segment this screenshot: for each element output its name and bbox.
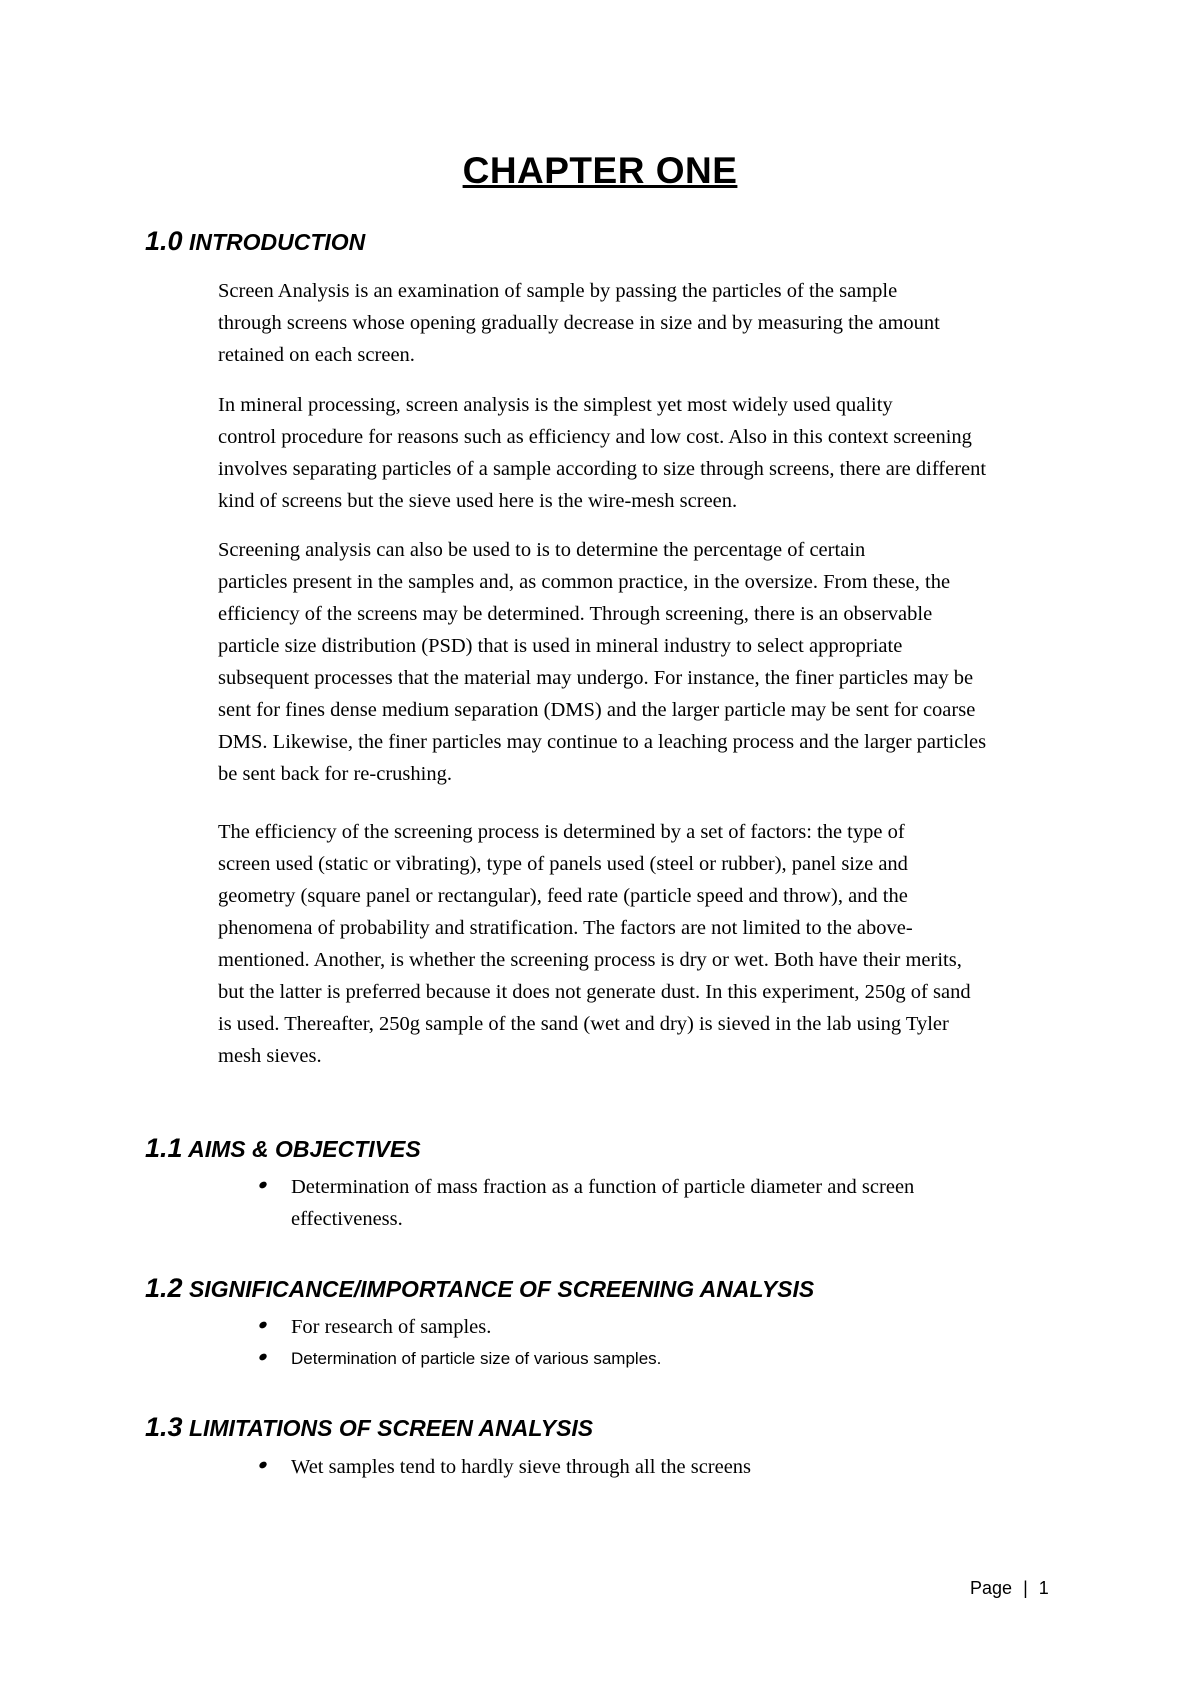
page-number: 1 xyxy=(1038,1578,1049,1598)
paragraph-line: involves separating particles of a sample according to size through screens, there are different xyxy=(218,458,987,480)
paragraph-line: particles present in the samples and, as common practice, in the oversize. From these, the xyxy=(218,571,951,593)
paragraph-line: kind of screens but the sieve used here is the wire-mesh screen. xyxy=(218,490,738,512)
significance-bullet-list xyxy=(255,1311,661,1375)
section-heading-aims-objectives xyxy=(145,1133,421,1164)
list-item-line: Determination of mass fraction as a function of particle diameter and screen xyxy=(291,1176,915,1198)
paragraph-line: screen used (static or vibrating), type of panels used (steel or rubber), panel size and xyxy=(218,853,908,875)
section-title: INTRODUCTION xyxy=(188,229,366,255)
paragraph-line: sent for fines dense medium separation (DMS) and the larger particle may be sent for coarse xyxy=(218,699,976,721)
section-title: AIMS & OBJECTIVES xyxy=(188,1136,421,1162)
paragraph-line: Screen Analysis is an examination of sample by passing the particles of the sample xyxy=(218,280,898,302)
limitations-bullet-list xyxy=(255,1451,751,1483)
paragraph-screen-analysis-definition xyxy=(145,275,1070,371)
paragraph-line: geometry (square panel or rectangular), feed rate (particle speed and throw), and the xyxy=(218,885,908,907)
list-item xyxy=(255,1343,661,1375)
section-heading-introduction xyxy=(145,226,365,257)
paragraph-line: particle size distribution (PSD) that is used in mineral industry to select appropriate xyxy=(218,635,903,657)
section-heading-limitations xyxy=(145,1412,593,1443)
paragraph-line: In mineral processing, screen analysis is the simplest yet most widely used quality xyxy=(218,394,893,416)
paragraph-screening-uses xyxy=(145,534,1070,790)
page-label: Page xyxy=(970,1578,1013,1598)
list-item-line: effectiveness. xyxy=(291,1208,403,1230)
list-item-line: For research of samples. xyxy=(291,1316,492,1338)
page-footer xyxy=(970,1578,1049,1599)
page-separator: | xyxy=(1023,1578,1028,1598)
aims-bullet-list xyxy=(255,1171,914,1235)
paragraph-screening-efficiency xyxy=(145,816,1070,1072)
list-item xyxy=(255,1171,914,1235)
paragraph-line: Screening analysis can also be used to is to determine the percentage of certain xyxy=(218,539,866,561)
bullet-icon xyxy=(258,1460,268,1470)
paragraph-line: phenomena of probability and stratification. The factors are not limited to the above- xyxy=(218,917,913,939)
paragraph-line: be sent back for re-crushing. xyxy=(218,763,452,785)
paragraph-line: but the latter is preferred because it does not generate dust. In this experiment, 250g of sand xyxy=(218,981,971,1003)
section-number: 1.1 xyxy=(145,1133,183,1163)
section-number: 1.0 xyxy=(145,226,183,256)
section-title: LIMITATIONS OF SCREEN ANALYSIS xyxy=(188,1415,594,1441)
section-heading-significance xyxy=(145,1273,814,1304)
paragraph-line: subsequent processes that the material may undergo. For instance, the finer particles may be xyxy=(218,667,974,689)
bullet-icon xyxy=(258,1180,268,1190)
paragraph-line: The efficiency of the screening process is determined by a set of factors: the type of xyxy=(218,821,905,843)
paragraph-line: mentioned. Another, is whether the screening process is dry or wet. Both have their merits, xyxy=(218,949,962,971)
paragraph-line: mesh sieves. xyxy=(218,1045,322,1067)
paragraph-line: is used. Thereafter, 250g sample of the sand (wet and dry) is sieved in the lab using Tyler xyxy=(218,1013,949,1035)
chapter-title: CHAPTER ONE xyxy=(462,150,738,191)
list-item xyxy=(255,1311,661,1343)
paragraph-line: retained on each screen. xyxy=(218,344,415,366)
list-item xyxy=(255,1451,751,1483)
paragraph-mineral-processing xyxy=(145,389,1070,517)
list-item-line: Determination of particle size of various samples. xyxy=(291,1349,662,1368)
section-number: 1.2 xyxy=(145,1273,183,1303)
paragraph-line: through screens whose opening gradually decrease in size and by measuring the amount xyxy=(218,312,940,334)
bullet-icon xyxy=(258,1320,268,1330)
paragraph-line: efficiency of the screens may be determined. Through screening, there is an observable xyxy=(218,603,933,625)
section-title: SIGNIFICANCE/IMPORTANCE OF SCREENING ANALYSIS xyxy=(188,1276,815,1302)
paragraph-line: control procedure for reasons such as efficiency and low cost. Also in this context screening xyxy=(218,426,972,448)
paragraph-line: DMS. Likewise, the finer particles may continue to a leaching process and the larger particles xyxy=(218,731,987,753)
list-item-line: Wet samples tend to hardly sieve through all the screens xyxy=(291,1456,752,1478)
bullet-icon xyxy=(258,1352,268,1362)
section-number: 1.3 xyxy=(145,1412,183,1442)
